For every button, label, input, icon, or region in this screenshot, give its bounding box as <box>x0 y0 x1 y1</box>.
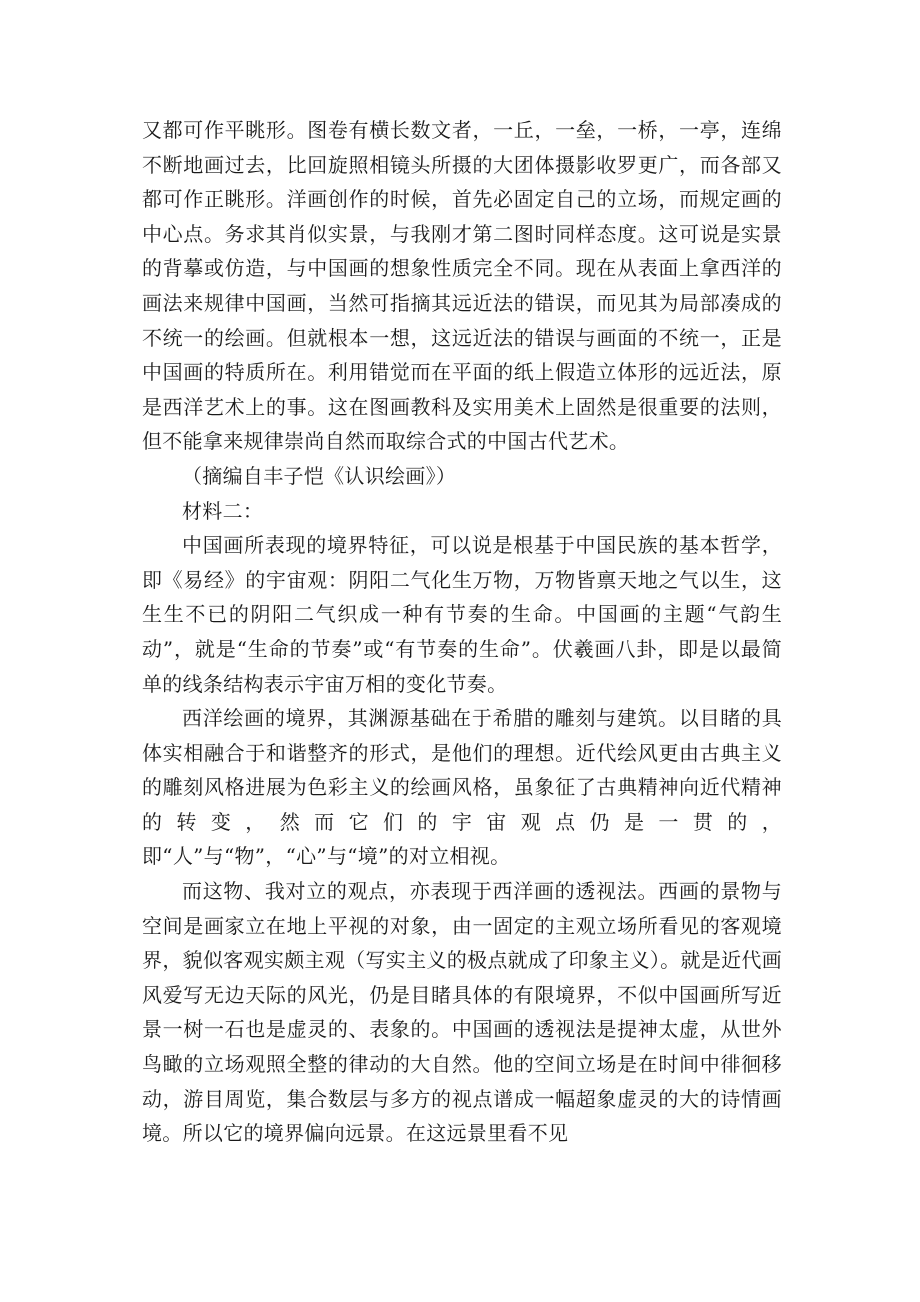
document-page <box>142 113 782 1151</box>
paragraph-2: 中国画所表现的境界特征，可以说是根基于中国民族的基本哲学，即《易经》的宇宙观：阴阳二气化生万物，万物皆禀天地之气以生，这生生不已的阴阳二气织成一种有节奏的生命。中国画的主题“气韵生动”，就是“生命的节奏”或“有节奏的生命”。伏羲画八卦，即是以最简单的线条结构表示宇宙万相的变化节奏。 <box>142 533 782 696</box>
paragraph-3: 西洋绘画的境界，其渊源基础在于希腊的雕刻与建筑。以目睹的具体实相融合于和谐整齐的形式，是他们的理想。近代绘风更由古典主义的雕刻风格进展为色彩主义的绘画风格，虽象征了古典精神向近代精神的转变，然而它们的宇宙观点仍是一贯的，即“人”与“物”，“心”与“境”的对立相视。 <box>142 706 782 869</box>
material-label: 材料二： <box>182 498 264 523</box>
paragraph-4: 而这物、我对立的观点，亦表现于西洋画的透视法。西画的景物与空间是画家立在地上平视的对象，由一固定的主观立场所看见的客观境界，貌似客观实颇主观（写实主义的极点就成了印象主义）。就是近代画风爱写无边天际的风光，仍是目睹具体的有限境界，不似中国画所写近景一树一石也是虚灵的、表象的。中国画的透视法是提神太虚，从世外鸟瞰的立场观照全整的律动的大自然。他的空间立场是在时间中徘徊移动，游目周览，集合数层与多方的视点谱成一幅超象虚灵的大的诗情画境。所以它的境界偏向远景。在这远景里看不见 <box>142 879 782 1146</box>
paragraph-1: 又都可作平眺形。图卷有横长数文者，一丘，一垒，一桥，一亭，连绵不断地画过去，比回旋照相镜头所摄的大团体摄影收罗更广，而各部又都可作正眺形。洋画创作的时候，首先必固定自己的立场，而规定画的中心点。务求其肖似实景，与我刚才第二图时同样态度。这可说是实景的背摹或仿造，与中国画的想象性质完全不同。现在从表面上拿西洋的画法来规律中国画，当然可指摘其远近法的错误，而见其为局部凑成的不统一的绘画。但就根本一想，这远近法的错误与画面的不统一，正是中国画的特质所在。利用错觉而在平面的纸上假造立体形的远近法，原是西洋艺术上的事。这在图画教科及实用美术上固然是很重要的法则，但不能拿来规律崇尚自然而取综合式的中国古代艺术。 <box>142 118 782 454</box>
source-note: （摘编自丰子恺《认识绘画》） <box>182 463 457 488</box>
